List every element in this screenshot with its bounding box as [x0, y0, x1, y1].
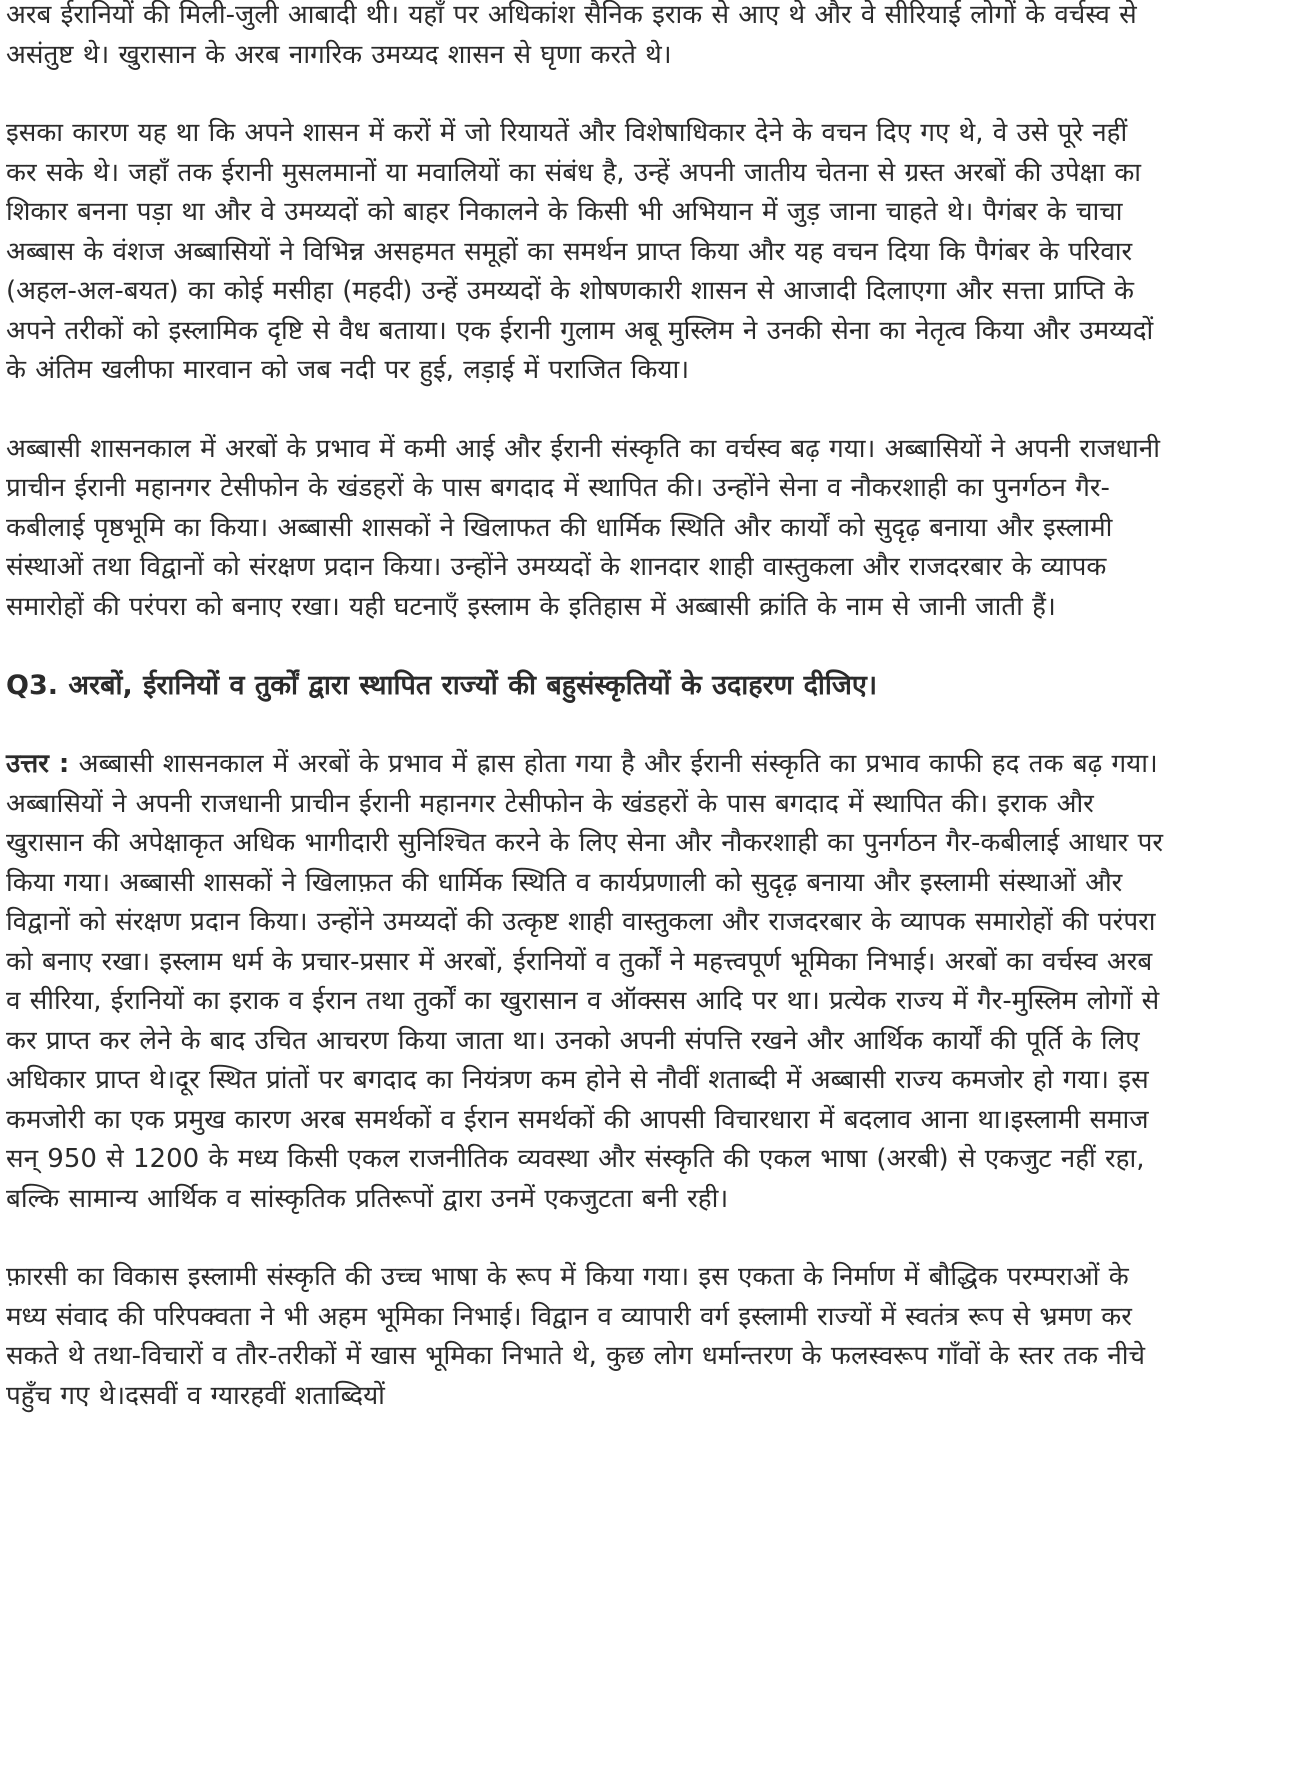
paragraph-abbasid-revolution-causes: इसका कारण यह था कि अपने शासन में करों में जो रियायतें और विशेषाधिकार देने के वचन दिए गए थे, वे उसे पूरे नहीं कर सके थे। जहाँ तक ईरानी मुसलमानों या मवालियों का संबंध है, उन्हें अपनी जातीय चेतना से ग्रस्त अरबों की उपेक्षा का शिकार बनना पड़ा था और वे उमय्यदों को बाहर निकालने के किसी भी अभियान में जुड़ जाना चाहते थे। पैगंबर के चाचा अब्बास के वंशज अब्बासियों ने विभिन्न असहमत समूहों का समर्थन प्राप्त किया और यह वचन दिया कि पैगंबर के परिवार (अहल-अल-बयत) का कोई मसीहा (महदी) उन्हें उमय्यदों के शोषणकारी शासन से आजादी दिलाएगा और सत्ता प्राप्ति के अपने तरीकों को इस्लामिक दृष्टि से वैध बताया। एक ईरानी गुलाम अबू मुस्लिम ने उनकी सेना का नेतृत्व किया और उमय्यदों के अंतिम खलीफा मारवान को जब नदी पर हुई, लड़ाई में पराजित किया। [6, 118, 1154, 385]
question-heading: Q3. अरबों, ईरानियों व तुर्कों द्वारा स्थापित राज्यों की बहुसंस्कृतियों के उदाहरण दीजिए। [6, 670, 878, 701]
paragraph-spacer [6, 1219, 1166, 1258]
paragraph-spacer [6, 706, 1166, 745]
paragraph-spacer [6, 627, 1166, 666]
answer-text: अब्बासी शासनकाल में अरबों के प्रभाव में ह्रास होता गया है और ईरानी संस्कृति का प्रभाव काफी हद तक बढ़ गया।अब्बासियों ने अपनी राजधानी प्राचीन ईरानी महानगर टेसीफोन के खंडहरों के पास बगदाद में स्थापित की। इराक और खुरासान की अपेक्षाकृत अधिक भागीदारी सुनिश्चित करने के लिए सेना और नौकरशाही का पुनर्गठन गैर-कबीलाई आधार पर किया गया। अब्बासी शासकों ने खिलाफ़त की धार्मिक स्थिति व कार्यप्रणाली को सुदृढ़ बनाया और इस्लामी संस्थाओं और विद्वानों को संरक्षण प्रदान किया। उन्होंने उमय्यदों की उत्कृष्ट शाही वास्तुकला और राजदरबार के व्यापक समारोहों की परंपरा को बनाए रखा। इस्लाम धर्म के प्रचार-प्रसार में अरबों, ईरानियों व तुर्कों ने महत्त्वपूर्ण भूमिका निभाई। अरबों का वर्चस्व अरब व सीरिया, ईरानियों का इराक व ईरान तथा तुर्कों का खुरासान व ऑक्सस आदि पर था। प्रत्येक राज्य में गैर-मुस्लिम लोगों से कर प्राप्त कर लेने के बाद उचित आचरण किया जाता था। उनको अपनी संपत्ति रखने और आर्थिक कार्यों की पूर्ति के लिए अधिकार प्राप्त थे।दूर स्थित प्रांतों पर बगदाद का नियंत्रण कम होने से नौवीं शताब्दी में अब्बासी राज्य कमजोर हो गया। इस कमजोरी का एक प्रमुख कारण अरब समर्थकों व ईरान समर्थकों की आपसी विचारधारा में बदलाव आना था।इस्लामी समाज सन् 950 से 1200 के मध्य किसी एकल राजनीतिक व्यवस्था और संस्कृति की एकल भाषा (अरबी) से एकजुट नहीं रहा, बल्कि सामान्य आर्थिक व सांस्कृतिक प्रतिरूपों द्वारा उनमें एकजुटता बनी रही। [6, 749, 1163, 1214]
paragraph-spacer [6, 391, 1166, 430]
document-page [6, 0, 1166, 1416]
paragraph-spacer [6, 75, 1166, 114]
answer-paragraph [6, 745, 1166, 1219]
paragraph-persian-development: फ़ारसी का विकास इस्लामी संस्कृति की उच्च भाषा के रूप में किया गया। इस एकता के निर्माण में बौद्धिक परम्पराओं के मध्य संवाद की परिपक्वता ने भी अहम भूमिका निभाई। विद्वान व व्यापारी वर्ग इस्लामी राज्यों में स्वतंत्र रूप से भ्रमण कर सकते थे तथा-विचारों व तौर-तरीकों में खास भूमिका निभाते थे, कुछ लोग धर्मान्तरण के फलस्वरूप गाँवों के स्तर तक नीचे पहुँच गए थे।दसवीं व ग्यारहवीं शताब्दियों [6, 1262, 1146, 1411]
paragraph-abbasid-rule: अब्बासी शासनकाल में अरबों के प्रभाव में कमी आई और ईरानी संस्कृति का वर्चस्व बढ़ गया। अब्बासियों ने अपनी राजधानी प्राचीन ईरानी महानगर टेसीफोन के खंडहरों के पास बगदाद में स्थापित की। उन्होंने सेना व नौकरशाही का पुनर्गठन गैर-कबीलाई पृष्ठभूमि का किया। अब्बासी शासकों ने खिलाफत की धार्मिक स्थिति और कार्यों को सुदृढ़ बनाया और इस्लामी संस्थाओं तथा विद्वानों को संरक्षण प्रदान किया। उन्होंने उमय्यदों के शानदार शाही वास्तुकला और राजदरबार के व्यापक समारोहों की परंपरा को बनाए रखा। यही घटनाएँ इस्लाम के इतिहास में अब्बासी क्रांति के नाम से जानी जाती हैं। [6, 433, 1160, 622]
paragraph-arab-iranian-population: अरब ईरानियों की मिली-जुली आबादी थी। यहाँ पर अधिकांश सैनिक इराक से आए थे और वे सीरियाई लोगों के वर्चस्व से असंतुष्ट थे। खुरासान के अरब नागरिक उमय्यद शासन से घृणा करते थे। [6, 0, 1137, 70]
answer-label: उत्तर : [6, 749, 70, 779]
